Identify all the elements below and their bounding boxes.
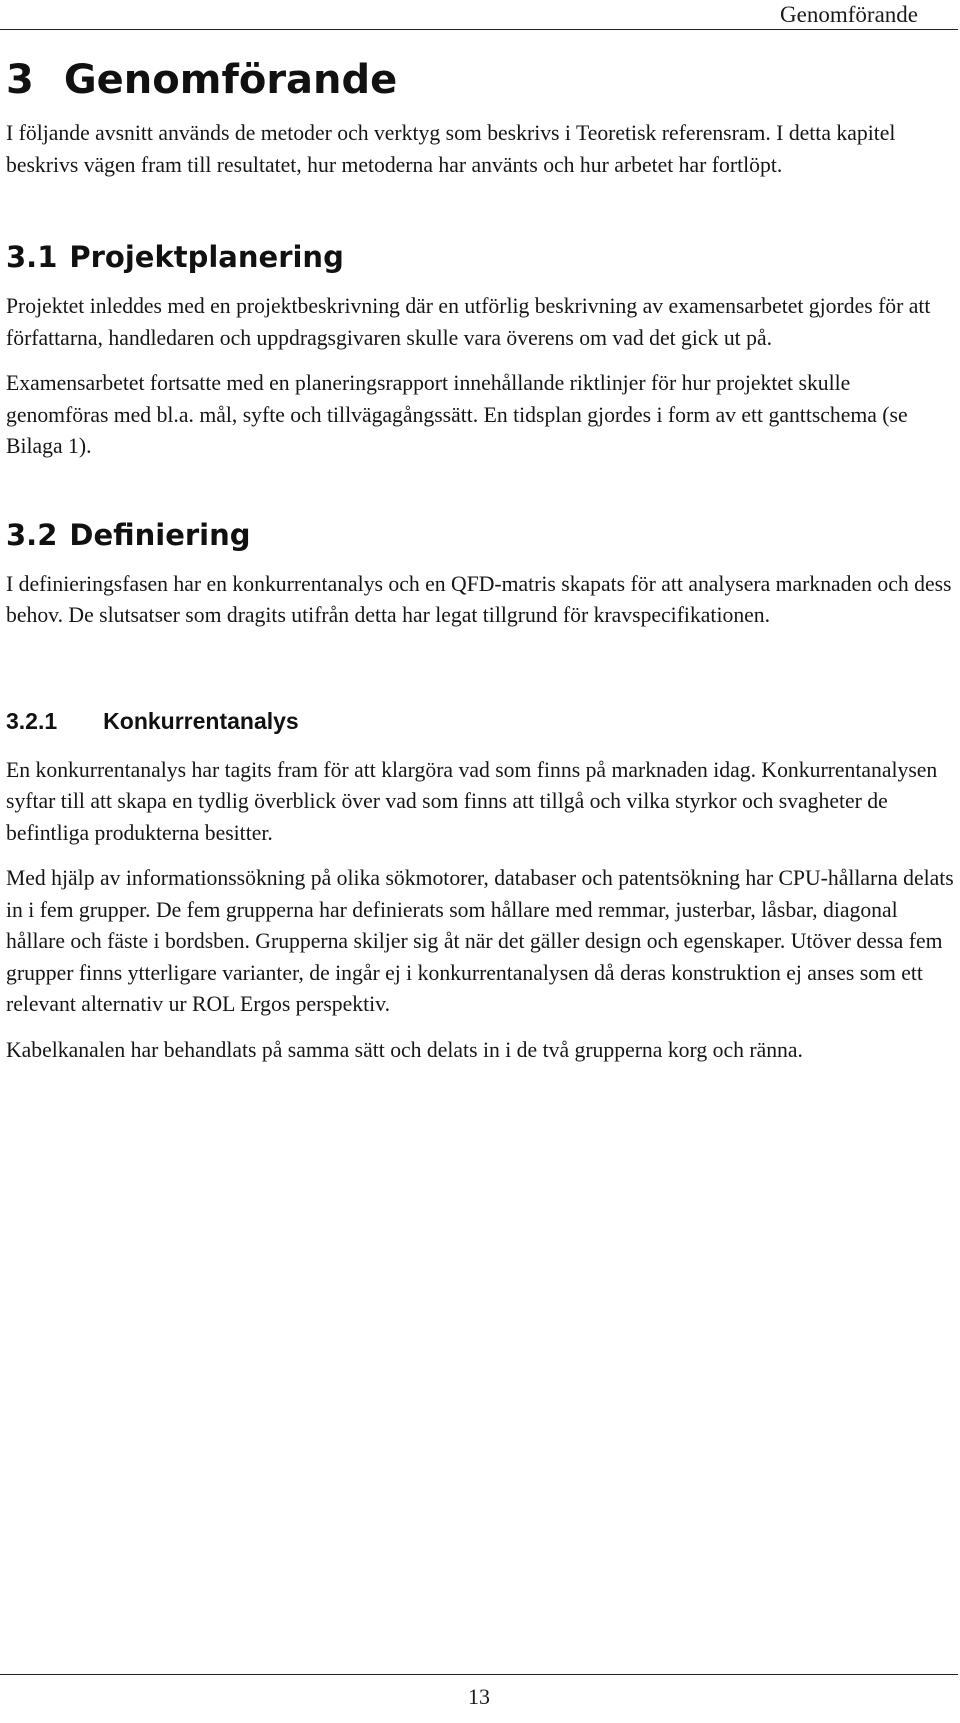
section-title: Definiering bbox=[69, 517, 251, 552]
chapter-heading bbox=[6, 52, 954, 108]
paragraph: Examensarbetet fortsatte med en planeringsrapport innehållande riktlinjer för hur projektet skulle genomföras med bl.a. mål, syfte och tillvägagångssätt. En tidsplan gjordes i form av ett ganttschema (se Bilaga 1). bbox=[6, 371, 908, 458]
paragraph: Projektet inleddes med en projektbeskrivning där en utförlig beskrivning av examensarbetet gjordes för att författarna, handledaren och uppdragsgivaren skulle vara överens om vad det gick ut på. bbox=[6, 294, 931, 350]
footer-rule bbox=[0, 1674, 958, 1675]
chapter-title: Genomförande bbox=[63, 57, 398, 103]
header-rule bbox=[0, 29, 958, 30]
paragraph: En konkurrentanalys har tagits fram för att klargöra vad som finns på marknaden idag. Konkurrentanalysen syftar till att skapa en tydlig överblick över vad som finns att tillgå och vilka styrkor och svagheter de befintliga produkterna besitter. bbox=[6, 757, 938, 845]
section-heading-3-1 bbox=[6, 237, 954, 277]
section-number: 3.1 bbox=[6, 240, 58, 274]
page-number: 13 bbox=[468, 1684, 490, 1709]
subsection-number: 3.2.1 bbox=[6, 707, 58, 734]
paragraph: Med hjälp av informationssökning på olika sökmotorer, databaser och patentsökning har CPU-hållarna delats in i fem grupper. De fem grupperna har definierats som hållare med remmar, justerbar, låsbar, diagonal hållare och fäste i bordsben. Grupperna skiljer sig åt när det gäller design och egenskaper. Utöver dessa fem grupper finns ytterligare varianter, de ingår ej i konkurrentanalysen då deras konstruktion ej anses som ett relevant alternativ ur ROL Ergos perspektiv. bbox=[6, 866, 954, 1016]
chapter-intro-paragraph: I följande avsnitt används de metoder och verktyg som beskrivs i Teoretisk referensram. I detta kapitel beskrivs vägen fram till resultatet, hur metoderna har använts och hur arbetet har fortlöpt. bbox=[6, 121, 896, 177]
running-header bbox=[0, 0, 958, 30]
chapter-number: 3 bbox=[6, 57, 34, 103]
paragraph: Kabelkanalen har behandlats på samma sätt och delats in i de två grupperna korg och ränna. bbox=[6, 1037, 803, 1062]
subsection-heading-3-2-1 bbox=[6, 705, 954, 737]
section-title: Projektplanering bbox=[69, 240, 344, 274]
paragraph: I definieringsfasen har en konkurrentanalys och en QFD-matris skapats för att analysera marknaden och dess behov. De slutsatser som dragits utifrån detta har legat tillgrund för kravspecifikationen. bbox=[6, 571, 952, 627]
running-header-title: Genomförande bbox=[780, 2, 918, 27]
page-footer bbox=[0, 1674, 958, 1723]
section-heading-3-2 bbox=[6, 515, 954, 555]
section-number: 3.2 bbox=[6, 517, 58, 552]
page-content bbox=[6, 52, 954, 1080]
subsection-title: Konkurrentanalys bbox=[103, 707, 299, 734]
